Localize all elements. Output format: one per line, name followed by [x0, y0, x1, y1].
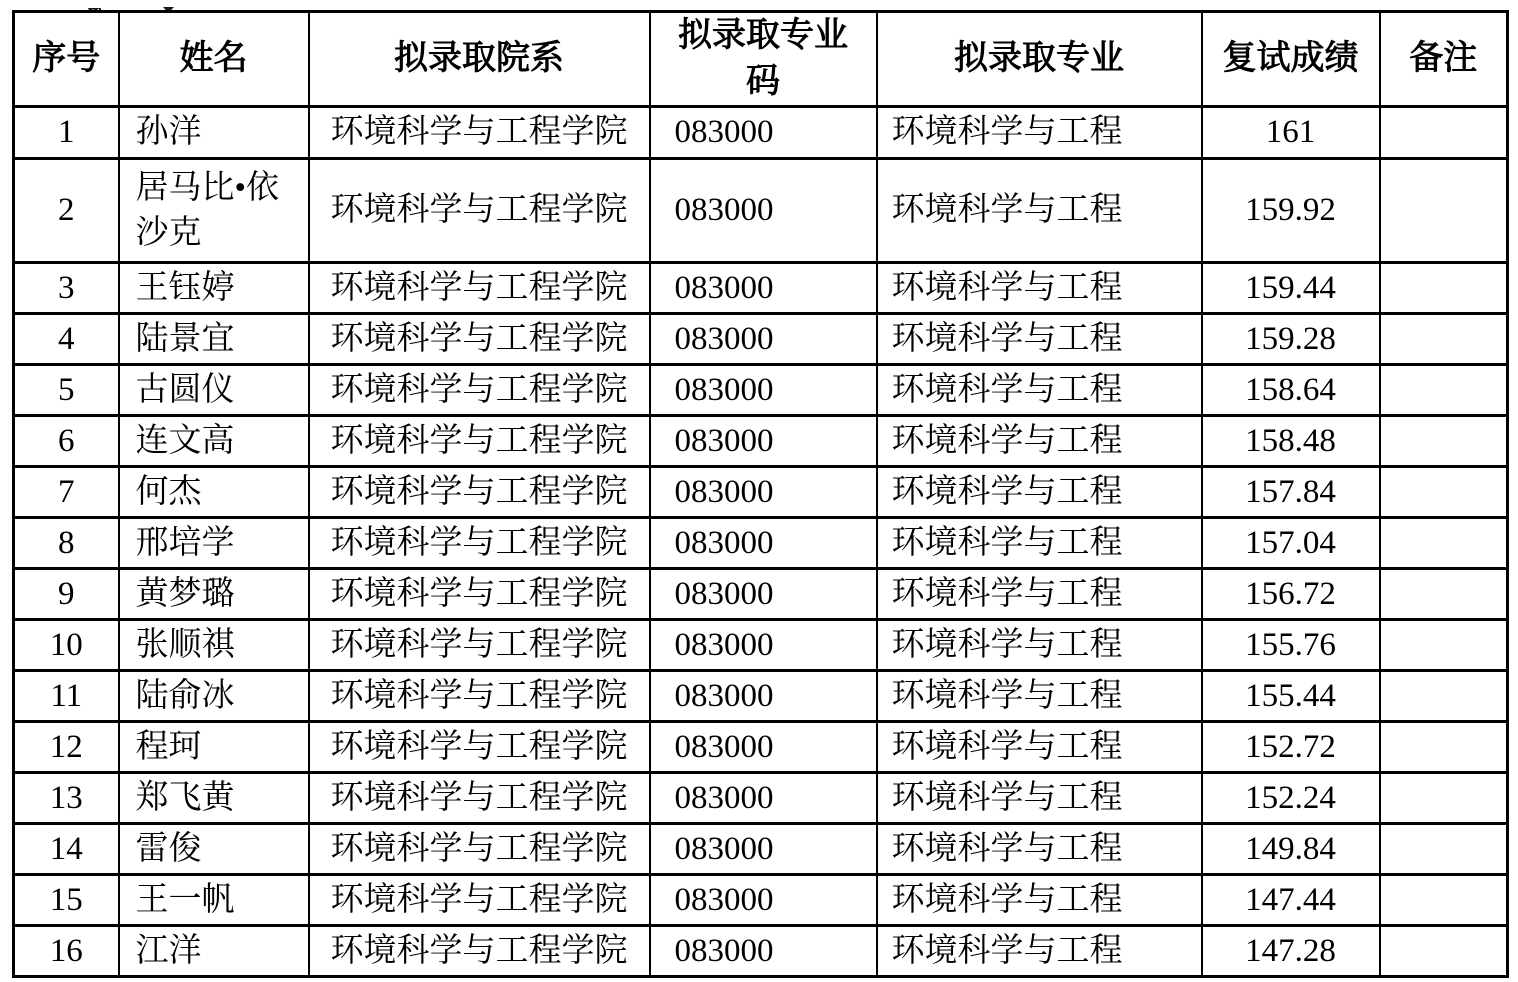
cell-remarks: [1380, 159, 1508, 263]
cell-major_code: 083000: [650, 159, 877, 263]
cell-department: 环境科学与工程学院: [309, 518, 650, 569]
cell-name: 江洋: [119, 926, 309, 977]
cell-remarks: [1380, 107, 1508, 159]
cell-score: 149.84: [1202, 824, 1380, 875]
cell-index: 11: [14, 671, 119, 722]
cell-index: 5: [14, 365, 119, 416]
cell-index: 8: [14, 518, 119, 569]
header-remarks: [1380, 12, 1508, 107]
header-score-label: 复试成绩: [1222, 40, 1359, 77]
cell-department: 环境科学与工程学院: [309, 107, 650, 159]
cell-major_code: 083000: [650, 107, 877, 159]
cell-remarks: [1380, 773, 1508, 824]
header-major-code-label: 拟录取专业码: [678, 17, 848, 100]
cell-index: 9: [14, 569, 119, 620]
cell-department: 环境科学与工程学院: [309, 365, 650, 416]
cell-index: 2: [14, 159, 119, 263]
cell-index: 15: [14, 875, 119, 926]
table-row: [14, 671, 1508, 722]
cell-major: 环境科学与工程: [877, 671, 1202, 722]
cell-major_code: 083000: [650, 467, 877, 518]
cell-major: 环境科学与工程: [877, 518, 1202, 569]
cell-department: 环境科学与工程学院: [309, 824, 650, 875]
cell-index: 12: [14, 722, 119, 773]
table-row: [14, 365, 1508, 416]
cell-name: 黄梦璐: [119, 569, 309, 620]
cell-score: 147.28: [1202, 926, 1380, 977]
cell-name: 程珂: [119, 722, 309, 773]
cell-major: 环境科学与工程: [877, 773, 1202, 824]
cell-department: 环境科学与工程学院: [309, 722, 650, 773]
cell-major_code: 083000: [650, 263, 877, 314]
header-index: [14, 12, 119, 107]
table-row: [14, 875, 1508, 926]
table-row: [14, 773, 1508, 824]
cell-remarks: [1380, 314, 1508, 365]
header-department: [309, 12, 650, 107]
cell-department: 环境科学与工程学院: [309, 263, 650, 314]
cell-index: 3: [14, 263, 119, 314]
cell-name: 孙洋: [119, 107, 309, 159]
cell-remarks: [1380, 671, 1508, 722]
header-major-code: [650, 12, 877, 107]
cell-department: 环境科学与工程学院: [309, 773, 650, 824]
cell-department: 环境科学与工程学院: [309, 467, 650, 518]
cell-score: 155.44: [1202, 671, 1380, 722]
header-major: [877, 12, 1202, 107]
cell-department: 环境科学与工程学院: [309, 875, 650, 926]
header-department-label: 拟录取院系: [394, 40, 564, 77]
cell-department: 环境科学与工程学院: [309, 314, 650, 365]
cell-department: 环境科学与工程学院: [309, 569, 650, 620]
cell-major_code: 083000: [650, 824, 877, 875]
cell-index: 14: [14, 824, 119, 875]
header-name: [119, 12, 309, 107]
cell-score: 159.28: [1202, 314, 1380, 365]
cell-score: 155.76: [1202, 620, 1380, 671]
cell-remarks: [1380, 569, 1508, 620]
cell-major: 环境科学与工程: [877, 467, 1202, 518]
cell-score: 158.64: [1202, 365, 1380, 416]
cell-name: 陆俞冰: [119, 671, 309, 722]
cell-name: 何杰: [119, 467, 309, 518]
cell-remarks: [1380, 416, 1508, 467]
cell-department: 环境科学与工程学院: [309, 620, 650, 671]
cell-index: 16: [14, 926, 119, 977]
cell-major_code: 083000: [650, 773, 877, 824]
cell-name: 王钰婷: [119, 263, 309, 314]
cell-name: 雷俊: [119, 824, 309, 875]
cell-name: 居马比•依沙克: [119, 159, 309, 263]
cell-score: 159.44: [1202, 263, 1380, 314]
cell-name: 王一帆: [119, 875, 309, 926]
cell-name: 连文高: [119, 416, 309, 467]
cell-index: 10: [14, 620, 119, 671]
cell-department: 环境科学与工程学院: [309, 159, 650, 263]
cell-index: 13: [14, 773, 119, 824]
cell-major_code: 083000: [650, 926, 877, 977]
table-row: [14, 722, 1508, 773]
table-row: [14, 314, 1508, 365]
cell-major_code: 083000: [650, 314, 877, 365]
cell-remarks: [1380, 365, 1508, 416]
cell-major: 环境科学与工程: [877, 824, 1202, 875]
cell-remarks: [1380, 620, 1508, 671]
cell-department: 环境科学与工程学院: [309, 416, 650, 467]
clipped-text-remnant: [88, 0, 174, 6]
cell-name: 古圆仪: [119, 365, 309, 416]
cell-major_code: 083000: [650, 875, 877, 926]
cell-index: 1: [14, 107, 119, 159]
cell-remarks: [1380, 518, 1508, 569]
table-row: [14, 569, 1508, 620]
cell-department: 环境科学与工程学院: [309, 926, 650, 977]
table-row: [14, 467, 1508, 518]
cell-major: 环境科学与工程: [877, 620, 1202, 671]
header-index-label: 序号: [32, 40, 101, 77]
table-row: [14, 926, 1508, 977]
cell-name: 张顺祺: [119, 620, 309, 671]
cell-score: 161: [1202, 107, 1380, 159]
table-row: [14, 159, 1508, 263]
cell-department: 环境科学与工程学院: [309, 671, 650, 722]
cell-major: 环境科学与工程: [877, 107, 1202, 159]
header-row: [14, 12, 1508, 107]
cell-remarks: [1380, 722, 1508, 773]
cell-index: 7: [14, 467, 119, 518]
cell-score: 152.72: [1202, 722, 1380, 773]
cell-major: 环境科学与工程: [877, 314, 1202, 365]
cell-score: 156.72: [1202, 569, 1380, 620]
cell-score: 152.24: [1202, 773, 1380, 824]
header-score: [1202, 12, 1380, 107]
cell-major: 环境科学与工程: [877, 926, 1202, 977]
table-row: [14, 824, 1508, 875]
cell-score: 157.84: [1202, 467, 1380, 518]
table-body: [14, 107, 1508, 977]
cell-remarks: [1380, 467, 1508, 518]
cell-major: 环境科学与工程: [877, 875, 1202, 926]
admission-list-table: [12, 10, 1509, 978]
cell-major: 环境科学与工程: [877, 263, 1202, 314]
table-row: [14, 518, 1508, 569]
cell-index: 4: [14, 314, 119, 365]
cell-major: 环境科学与工程: [877, 416, 1202, 467]
table-header: [14, 12, 1508, 107]
cell-score: 157.04: [1202, 518, 1380, 569]
cell-major: 环境科学与工程: [877, 159, 1202, 263]
cell-remarks: [1380, 263, 1508, 314]
cell-major_code: 083000: [650, 722, 877, 773]
cell-score: 158.48: [1202, 416, 1380, 467]
table-row: [14, 416, 1508, 467]
table-row: [14, 107, 1508, 159]
cell-remarks: [1380, 926, 1508, 977]
cell-major_code: 083000: [650, 569, 877, 620]
cell-major: 环境科学与工程: [877, 569, 1202, 620]
header-name-label: 姓名: [179, 40, 248, 77]
cell-name: 邢培学: [119, 518, 309, 569]
cell-major_code: 083000: [650, 365, 877, 416]
cell-major_code: 083000: [650, 671, 877, 722]
cell-major_code: 083000: [650, 620, 877, 671]
header-remarks-label: 备注: [1409, 40, 1478, 77]
table-row: [14, 263, 1508, 314]
cell-major: 环境科学与工程: [877, 722, 1202, 773]
cell-score: 159.92: [1202, 159, 1380, 263]
header-major-label: 拟录取专业: [954, 40, 1124, 77]
cell-major: 环境科学与工程: [877, 365, 1202, 416]
cell-score: 147.44: [1202, 875, 1380, 926]
cell-index: 6: [14, 416, 119, 467]
cell-remarks: [1380, 875, 1508, 926]
table-row: [14, 620, 1508, 671]
cell-name: 郑飞黄: [119, 773, 309, 824]
cell-remarks: [1380, 824, 1508, 875]
cell-major_code: 083000: [650, 518, 877, 569]
cell-name: 陆景宜: [119, 314, 309, 365]
cell-major_code: 083000: [650, 416, 877, 467]
